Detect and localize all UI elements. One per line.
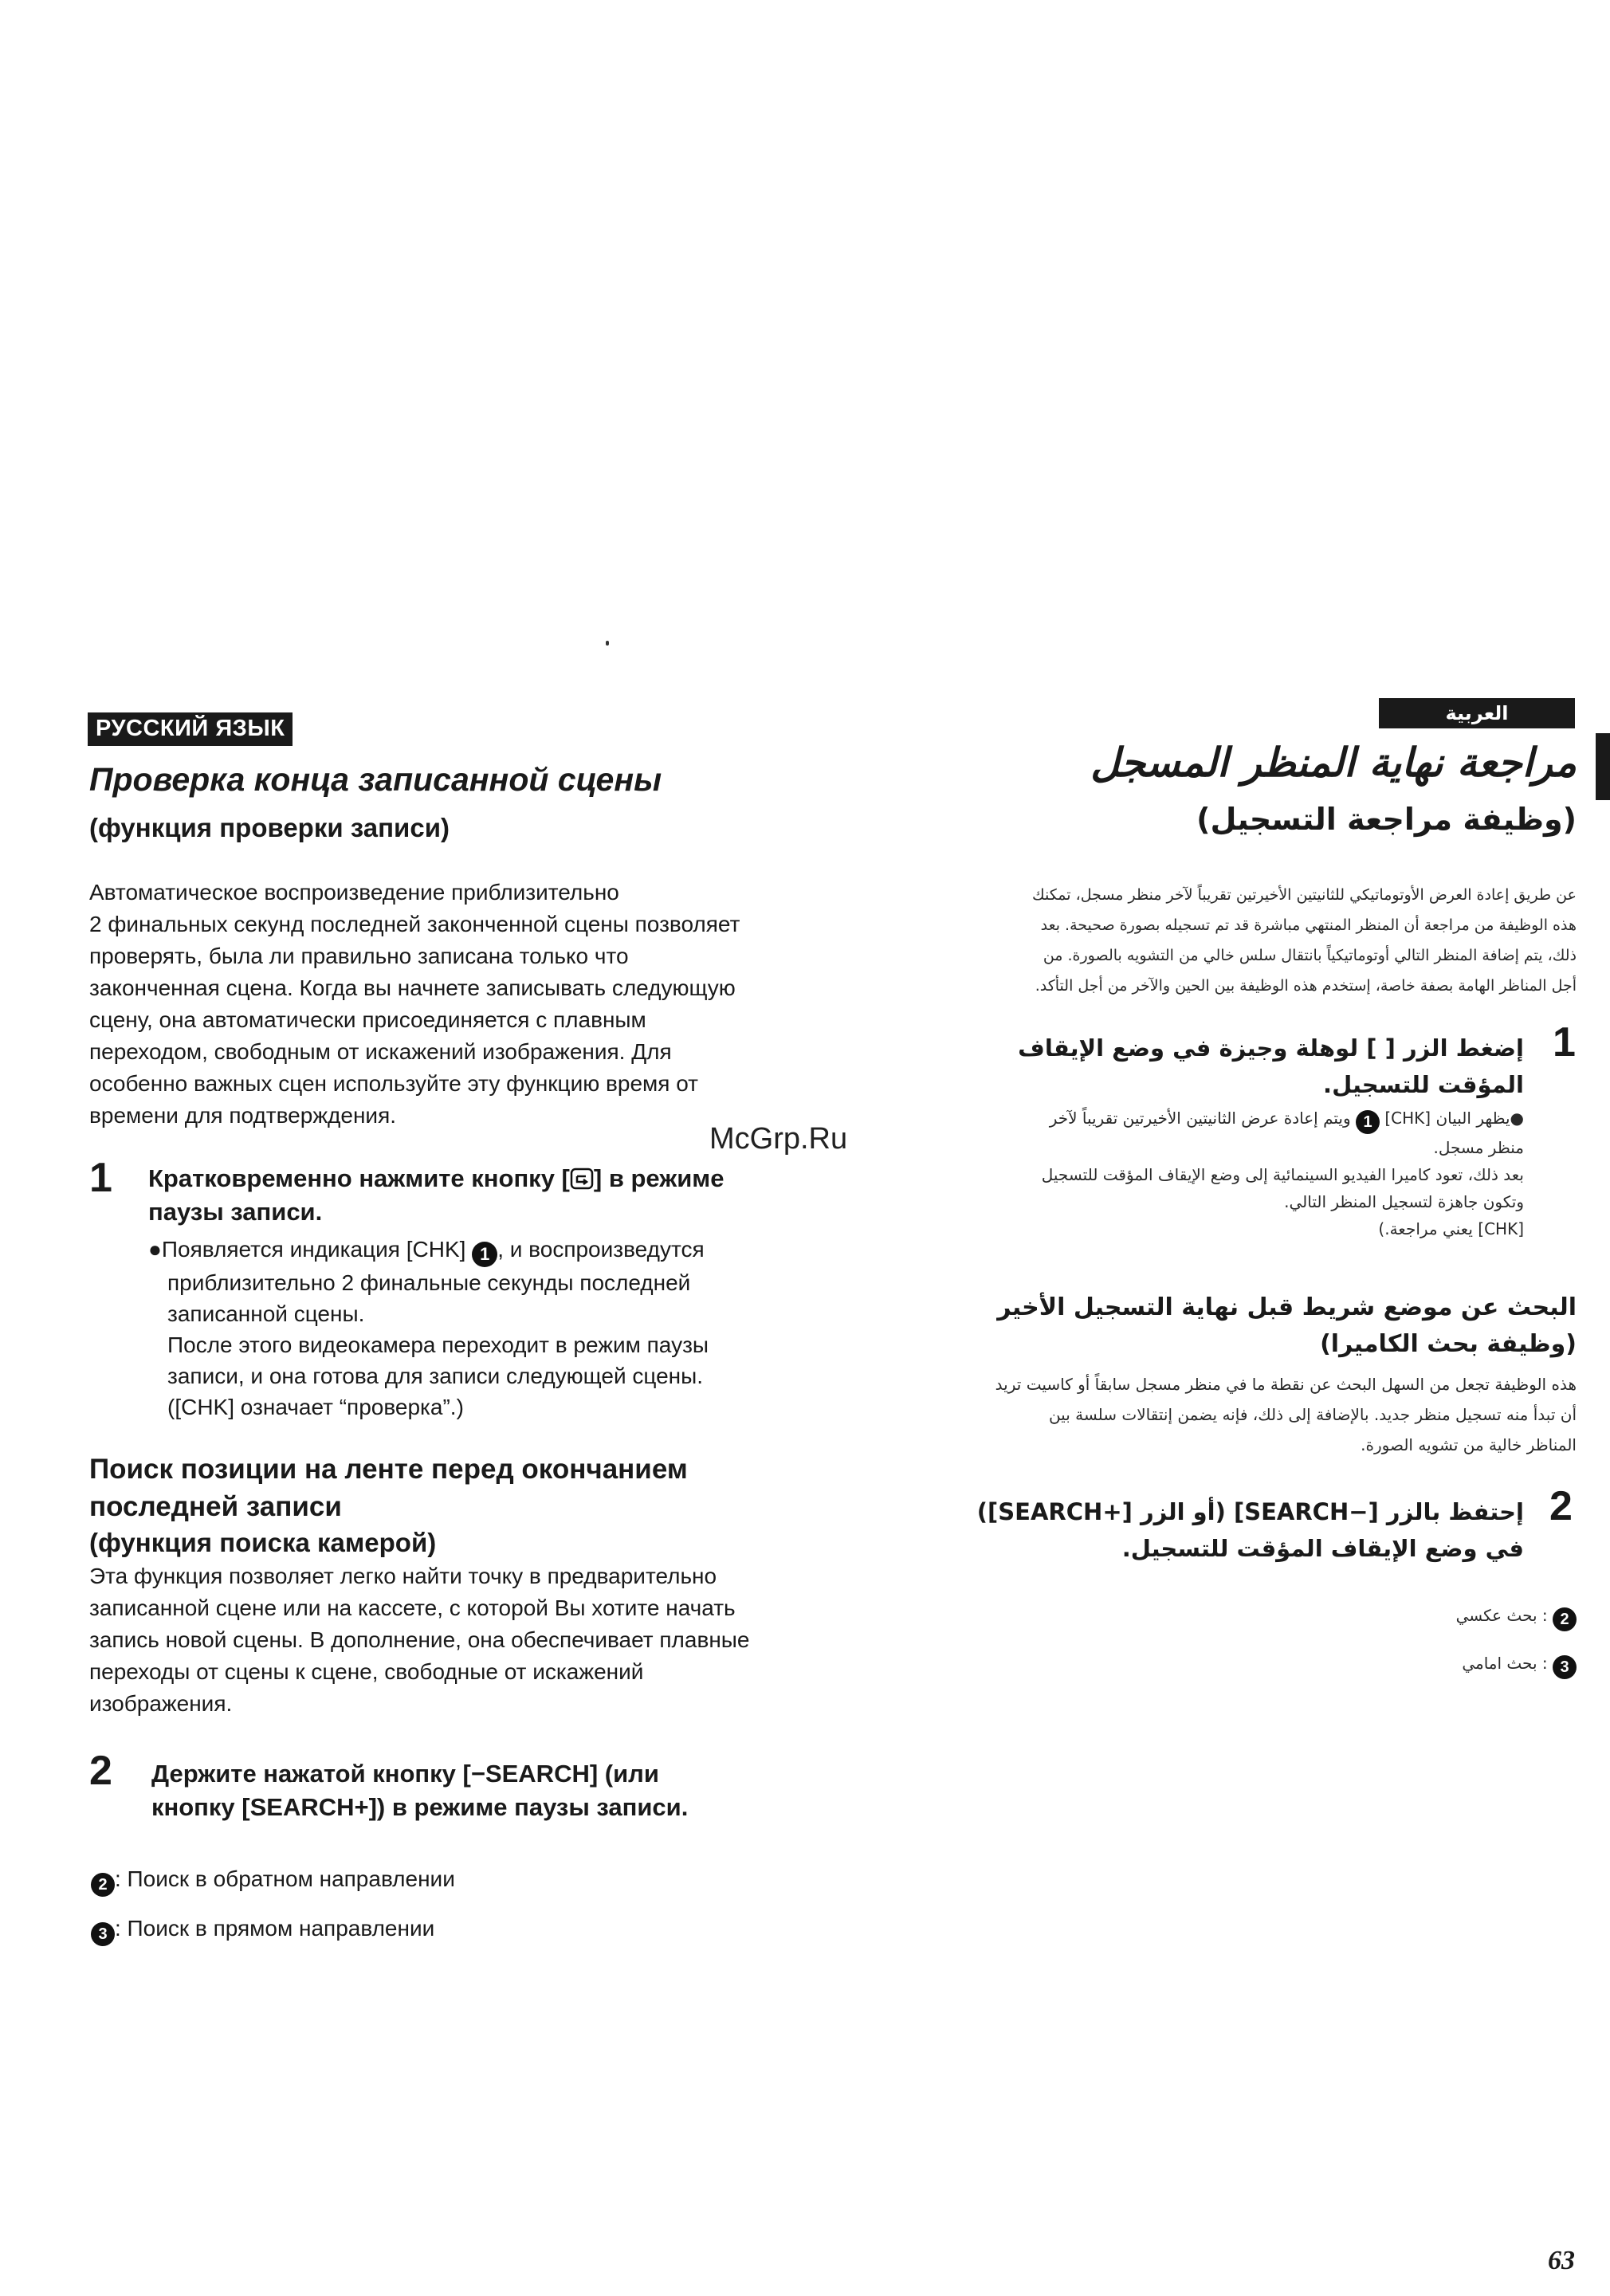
arabic-legend-forward — [1462, 1650, 1577, 1679]
step-title-text: паузы записи. — [148, 1198, 323, 1226]
legend-text: : بحث عكسي — [1455, 1606, 1548, 1625]
russian-section-subtitle: (функция проверки записи) — [89, 813, 450, 842]
arabic-step-1-body — [870, 1105, 1524, 1242]
section-heading: (وظيفة بحث الكاميرا) — [1320, 1330, 1577, 1358]
section-body-line: переходы от сцены к сцене, свободные от искажений — [89, 1659, 644, 1684]
arabic-legend-reverse — [1456, 1602, 1577, 1631]
step-title-text: ] в режиме — [593, 1164, 724, 1192]
step-title-text: إضغط الزر [ ] لوهلة وجيزة في وضع الإيقاف — [1018, 1034, 1524, 1062]
step-body-line: [CHK] يعني مراجعة.) — [1378, 1219, 1524, 1238]
bullet-text: ●يظهر البيان [CHK] — [1384, 1109, 1524, 1128]
marker-2-badge: 2 — [1553, 1607, 1577, 1631]
legend-text: : بحث امامي — [1462, 1654, 1548, 1673]
step-body-line: записи, и она готова для записи следующей сцены. — [167, 1364, 704, 1388]
russian-language-badge: РУССКИЙ ЯЗЫК — [88, 712, 293, 746]
arabic-language-badge: العربية — [1379, 698, 1575, 728]
section-body-line: запись новой сцены. В дополнение, она обеспечивает плавные — [89, 1627, 750, 1652]
legend-text: : Поиск в прямом направлении — [115, 1916, 435, 1941]
section-body-line: изображения. — [89, 1691, 233, 1716]
intro-line: 2 финальных секунд последней законченной сцены позволяет — [89, 912, 740, 936]
step-body-line: После этого видеокамера переходит в режим паузы — [167, 1332, 709, 1357]
arabic-camera-search-section — [843, 1289, 1577, 1460]
intro-line: هذه الوظيفة من مراجعة أن المنظر المنتهي مباشرة قد تم تسجيله بصورة صحيحة. بعد — [1040, 916, 1577, 934]
intro-line: أجل المناظر الهامة بصفة خاصة، إستخدم هذه الوظيفة بين الحين والآخر من أجل التأكد. — [1035, 977, 1577, 995]
section-body-line: المناظر خالية من تشويه الصورة. — [1361, 1435, 1577, 1454]
russian-legend-reverse — [91, 1863, 455, 1897]
step-title-text: Держите нажатой кнопку [−SEARCH] (или — [151, 1760, 659, 1788]
page-edge-tab — [1596, 733, 1610, 800]
section-body-line: записанной сцене или на кассете, с которой Вы хотите начать — [89, 1595, 736, 1620]
legend-text: : Поиск в обратном направлении — [115, 1866, 455, 1891]
step-body-line: منظر مسجل. — [1433, 1138, 1524, 1157]
russian-step-2-title — [151, 1757, 869, 1824]
step-title-text: кнопку [SEARCH+]) в режиме паузы записи. — [151, 1793, 689, 1821]
step-title-text: Кратковременно нажмите кнопку [ — [148, 1164, 570, 1192]
step-title-text: المؤقت للتسجيل. — [1323, 1071, 1524, 1098]
section-body-line: Эта функция позволяет легко найти точку в предварительно — [89, 1564, 717, 1588]
marker-3-badge: 3 — [91, 1922, 115, 1946]
arabic-section-subtitle: (وظيفة مراجعة التسجيل) — [1196, 802, 1577, 837]
step-title-text: في وضع الإيقاف المؤقت للتسجيل. — [1121, 1535, 1524, 1562]
section-body-line: أن تبدأ منه تسجيل منظر جديد. بالإضافة إلى ذلك، فإنه يضمن إنتقالات سلسة بين — [1048, 1405, 1577, 1424]
section-body-line: هذه الوظيفة تجعل من السهل البحث عن نقطة ما في منظر مسجل سابقاً أو كاسيت تريد — [995, 1375, 1577, 1394]
step-body-line: записанной сцены. — [167, 1301, 365, 1326]
section-heading: последней записи — [89, 1491, 342, 1522]
bullet-text: ●Появляется индикация [CHK] — [148, 1237, 466, 1262]
arabic-step-2-title — [838, 1493, 1524, 1567]
step-title-text: إحتفظ بالزر [−SEARCH] (أو الزر [+SEARCH]) — [976, 1498, 1524, 1525]
russian-step-1-title — [148, 1162, 866, 1229]
bullet-text: ويتم إعادة عرض الثانيتين الأخيرتين تقريباً لآخر — [1049, 1109, 1351, 1128]
intro-line: ذلك، يتم إضافة المنظر التالي أوتوماتيكياً بانتقال سلس خالي من التشويه بالصورة. من — [1043, 947, 1577, 964]
russian-intro-paragraph — [89, 877, 854, 1132]
intro-line: сцену, она автоматически присоединяется с плавным — [89, 1007, 646, 1032]
section-heading: Поиск позиции на ленте перед окончанием — [89, 1454, 688, 1485]
intro-line: законченная сцена. Когда вы начнете записывать следующую — [89, 975, 736, 1000]
arabic-intro-paragraph — [891, 880, 1577, 1001]
page-number: 63 — [1548, 2246, 1575, 2275]
watermark-text: McGrp.Ru — [709, 1122, 848, 1156]
arabic-section-title: مراجعة نهاية المنظر المسجل — [1090, 740, 1577, 786]
marker-1-badge: 1 — [472, 1242, 497, 1267]
marker-1-badge: 1 — [1356, 1110, 1380, 1134]
marker-2-badge: 2 — [91, 1873, 115, 1897]
step-body-line: приблизительно 2 финальные секунды последней — [167, 1270, 691, 1295]
russian-camera-search-section — [89, 1450, 870, 1720]
russian-legend-forward — [91, 1913, 434, 1946]
step-body-line: بعد ذلك، تعود كاميرا الفيديو السينمائية إلى وضع الإيقاف المؤقت للتسجيل — [1041, 1165, 1524, 1184]
bullet-text: , и воспроизведутся — [497, 1237, 705, 1262]
section-subheading: (функция поиска камерой) — [89, 1528, 437, 1557]
arabic-step-1-number: 1 — [1553, 1019, 1576, 1066]
russian-step-2-number: 2 — [89, 1748, 112, 1794]
scan-speck — [606, 641, 609, 646]
intro-line: времени для подтверждения. — [89, 1103, 397, 1128]
russian-section-title: Проверка конца записанной сцены — [89, 761, 662, 798]
check-button-icon — [570, 1168, 594, 1190]
arabic-step-1-title — [870, 1030, 1524, 1103]
intro-line: проверять, была ли правильно записана только что — [89, 944, 629, 968]
intro-line: عن طريق إعادة العرض الأوتوماتيكي للثانيتين الأخيرتين تقريباً لآخر منظر مسجل، تمكنك — [1032, 886, 1577, 904]
russian-step-1-body — [148, 1234, 866, 1423]
step-body-line: ([CHK] означает “проверка”.) — [167, 1395, 464, 1419]
step-body-line: وتكون جاهزة لتسجيل المنظر التالي. — [1284, 1192, 1524, 1211]
section-heading: البحث عن موضع شريط قبل نهاية التسجيل الأخير — [997, 1293, 1577, 1321]
intro-line: особенно важных сцен используйте эту функцию время от — [89, 1071, 698, 1096]
intro-line: переходом, свободным от искажений изображения. Для — [89, 1039, 672, 1064]
arabic-step-2-number: 2 — [1549, 1483, 1573, 1529]
russian-step-1-number: 1 — [89, 1155, 112, 1201]
intro-line: Автоматическое воспроизведение приблизительно — [89, 880, 619, 905]
marker-3-badge: 3 — [1553, 1655, 1577, 1679]
